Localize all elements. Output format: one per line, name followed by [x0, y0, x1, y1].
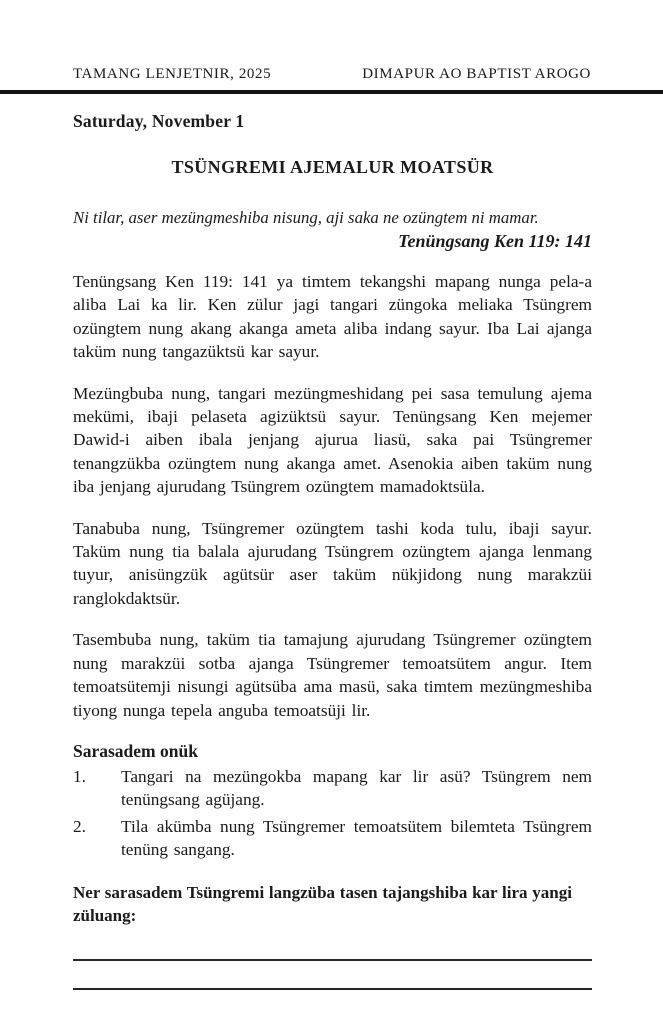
body-paragraph-4: Tasembuba nung, taküm tia tamajung ajurudang Tsüngremer ozüngtem nung marakzüi sotba ajanga Tsüngremer temoatsütem angur. Item temoatsütemji nisungi agütsüba ama masü, saka timtem mezüngmeshiba tiyong nunga tepela anguba temoatsüji lir. — [73, 630, 592, 720]
answer-write-line-1 — [73, 959, 592, 961]
question-number: 2. — [73, 816, 86, 836]
question-item-1 — [73, 765, 592, 812]
page-title: TSÜNGREMI AJEMALUR MOATSÜR — [171, 157, 494, 177]
page-content — [0, 111, 663, 990]
body-paragraph-3: Tanabuba nung, Tsüngremer ozüngtem tashi koda tulu, ibaji sayur. Taküm nung tia balala ajurudang Tsüngrem ozüngtem ajanga lenmang tuyur, anisüngzük agütsür aser taküm nükjidong nung marakzüi ranglokdaktsür. — [73, 518, 592, 608]
answer-write-line-2 — [73, 988, 592, 990]
date-heading: Saturday, November 1 — [73, 111, 245, 131]
header-rule — [0, 90, 663, 94]
body-paragraph-2: Mezüngbuba nung, tangari mezüngmeshidang pei sasa temulung ajema mekümi, ibaji pelaseta agizüktsü sayur. Tenüngsang Ken mejemer Dawid-i aiben ibala jenjang ajurua liasü, saka pai Tsüngremer tenangzükba ozüngtem nung akanga amet. Asenokia aiben taküm nung iba jenjang ajurudang Tsüngrem ozüngtem mamadoktsüla. — [73, 383, 592, 497]
closing-instruction: Ner sarasadem Tsüngremi langzüba tasen tajangshiba kar lira yangi züluang: — [73, 882, 572, 925]
page-header — [73, 66, 591, 83]
header-left-title: TAMANG LENJETNIR, 2025 — [73, 66, 272, 82]
verse-text: Ni tilar, aser mezüngmeshiba nisung, aji saka ne ozüngtem ni mamar. — [73, 208, 539, 227]
question-text: Tangari na mezüngokba mapang kar lir asü? Tsüngrem nem tenüngsang agüjang. — [121, 766, 592, 810]
verse-reference: Tenüngsang Ken 119: 141 — [398, 231, 592, 251]
questions-heading: Sarasadem onük — [73, 740, 198, 761]
header-right-title: DIMAPUR AO BAPTIST AROGO — [362, 66, 591, 82]
verse-block — [73, 206, 592, 252]
body-paragraph-1: Tenüngsang Ken 119: 141 ya timtem tekangshi mapang nunga pela-a aliba Lai ka lir. Ken zülur jagi tangari züngoka meliaka Tsüngrem ozüngtem nung akang akanga ameta aliba indang sayur. Iba Lai ajanga taküm nung tangazüktsü kar sayur. — [73, 272, 592, 362]
question-number: 1. — [73, 766, 86, 786]
question-item-2 — [73, 815, 592, 862]
question-text: Tila akümba nung Tsüngremer temoatsütem bilemteta Tsüngrem tenüng sangang. — [121, 816, 592, 860]
